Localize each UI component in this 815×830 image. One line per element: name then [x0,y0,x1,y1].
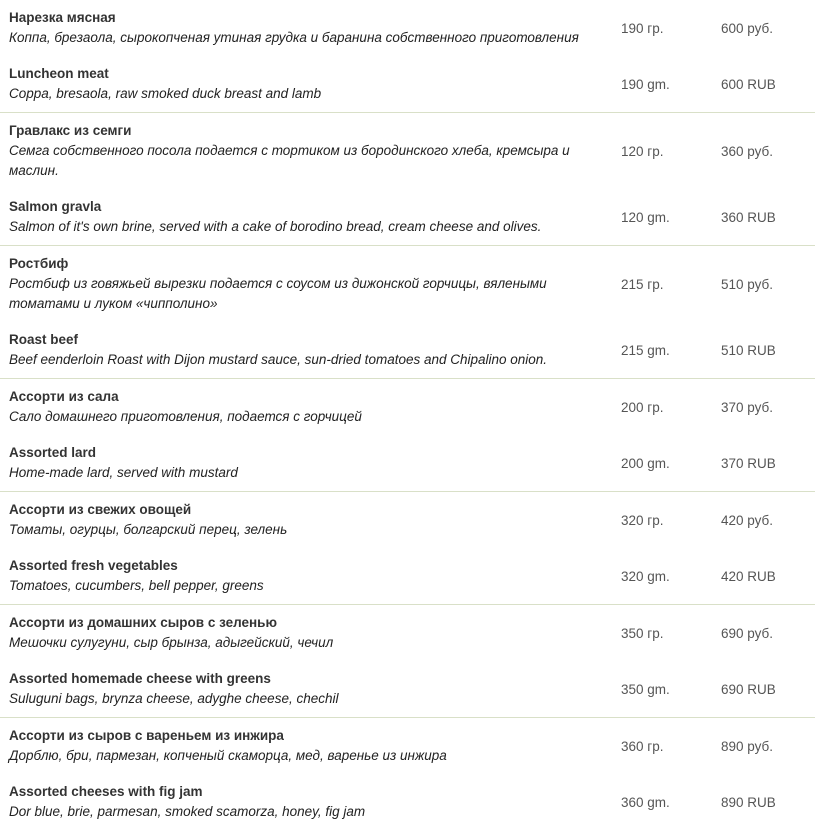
item-weight: 200 гр. [621,399,664,415]
item-description: Мешочки сулугуни, сыр брынза, адыгейский, чечил [9,635,334,650]
item-price: 420 RUB [721,568,776,584]
item-weight: 350 гр. [621,625,664,641]
item-description-block [9,330,599,370]
item-weight: 190 gm. [621,76,670,92]
item-price: 420 руб. [721,512,774,528]
item-weight: 320 gm. [621,568,670,584]
item-description-block [9,613,599,653]
item-weight: 190 гр. [621,20,664,36]
item-description-block [9,726,599,766]
item-description: Dor blue, brie, parmesan, smoked scamorza, honey, fig jam [9,804,366,819]
item-description-block [9,121,599,181]
item-weight: 360 gm. [621,794,670,810]
item-price: 360 руб. [721,143,774,159]
item-description-block [9,387,599,427]
item-price: 690 RUB [721,681,776,697]
item-price: 370 RUB [721,455,776,471]
item-description: Томаты, огурцы, болгарский перец, зелень [9,522,288,537]
item-price: 690 руб. [721,625,774,641]
item-price: 370 руб. [721,399,774,415]
item-name: Assorted cheeses with fig jam [9,784,203,799]
item-description-block [9,443,599,483]
item-price: 510 RUB [721,342,776,358]
menu-item-group [0,379,815,492]
item-description-block [9,197,599,237]
item-price: 600 RUB [721,76,776,92]
item-price: 360 RUB [721,209,776,225]
item-description: Коппа, брезаола, сырокопченая утиная грудка и баранина собственного приготовления [9,30,579,45]
menu-row-en [0,435,815,491]
menu-row-ru [0,718,815,774]
item-description: Дорблю, бри, пармезан, копченый скаморца, мед, варенье из инжира [9,748,447,763]
item-weight: 120 гр. [621,143,664,159]
menu-row-en [0,322,815,378]
item-description: Tomatoes, cucumbers, bell pepper, greens [9,578,264,593]
menu-row-ru [0,246,815,322]
item-description-block [9,500,599,540]
item-description: Ростбиф из говяжьей вырезки подается с соусом из дижонской горчицы, вялеными томатами и луком «чипполино» [9,276,547,311]
item-price: 600 руб. [721,20,774,36]
menu-row-en [0,774,815,830]
item-description-block [9,254,599,314]
item-description-block [9,556,599,596]
menu-row-en [0,189,815,245]
item-description: Семга собственного посола подается с тортиком из бородинского хлеба, кремсыра и маслин. [9,143,570,178]
menu-row-en [0,56,815,112]
menu-row-ru [0,0,815,56]
item-name: Ростбиф [9,256,69,271]
item-description-block [9,64,599,104]
menu-item-group [0,0,815,113]
item-description: Beef eenderloin Roast with Dijon mustard sauce, sun-dried tomatoes and Chipalino onion. [9,352,548,367]
item-description: Salmon of it's own brine, served with a cake of borodino bread, cream cheese and olives. [9,219,542,234]
item-name: Assorted fresh vegetables [9,558,178,573]
item-weight: 360 гр. [621,738,664,754]
item-weight: 215 гр. [621,276,664,292]
item-description-block [9,782,599,822]
item-weight: 120 gm. [621,209,670,225]
menu-row-ru [0,113,815,189]
menu-row-ru [0,379,815,435]
item-price: 890 руб. [721,738,774,754]
item-name: Ассорти из сыров с вареньем из инжира [9,728,284,743]
item-name: Luncheon meat [9,66,109,81]
item-name: Нарезка мясная [9,10,116,25]
item-description: Сало домашнего приготовления, подается с горчицей [9,409,362,424]
menu-row-ru [0,605,815,661]
menu-item-group [0,605,815,718]
item-description: Suluguni bags, brynza cheese, adyghe cheese, chechil [9,691,339,706]
item-description-block [9,8,599,48]
item-name: Гравлакс из семги [9,123,132,138]
menu-item-group [0,246,815,379]
item-price: 510 руб. [721,276,774,292]
item-description-block [9,669,599,709]
item-name: Salmon gravla [9,199,102,214]
menu-row-en [0,548,815,604]
item-weight: 350 gm. [621,681,670,697]
menu-row-ru [0,492,815,548]
item-weight: 200 gm. [621,455,670,471]
menu-item-group [0,113,815,246]
item-name: Roast beef [9,332,79,347]
item-price: 890 RUB [721,794,776,810]
menu-item-group [0,492,815,605]
item-weight: 215 gm. [621,342,670,358]
item-name: Ассорти из домашних сыров с зеленью [9,615,278,630]
item-weight: 320 гр. [621,512,664,528]
item-name: Assorted homemade cheese with greens [9,671,271,686]
item-description: Home-made lard, served with mustard [9,465,238,480]
item-description: Coppa, bresaola, raw smoked duck breast and lamb [9,86,322,101]
item-name: Assorted lard [9,445,97,460]
menu-item-group [0,718,815,830]
item-name: Ассорти из свежих овощей [9,502,192,517]
menu-row-en [0,661,815,717]
item-name: Ассорти из сала [9,389,119,404]
